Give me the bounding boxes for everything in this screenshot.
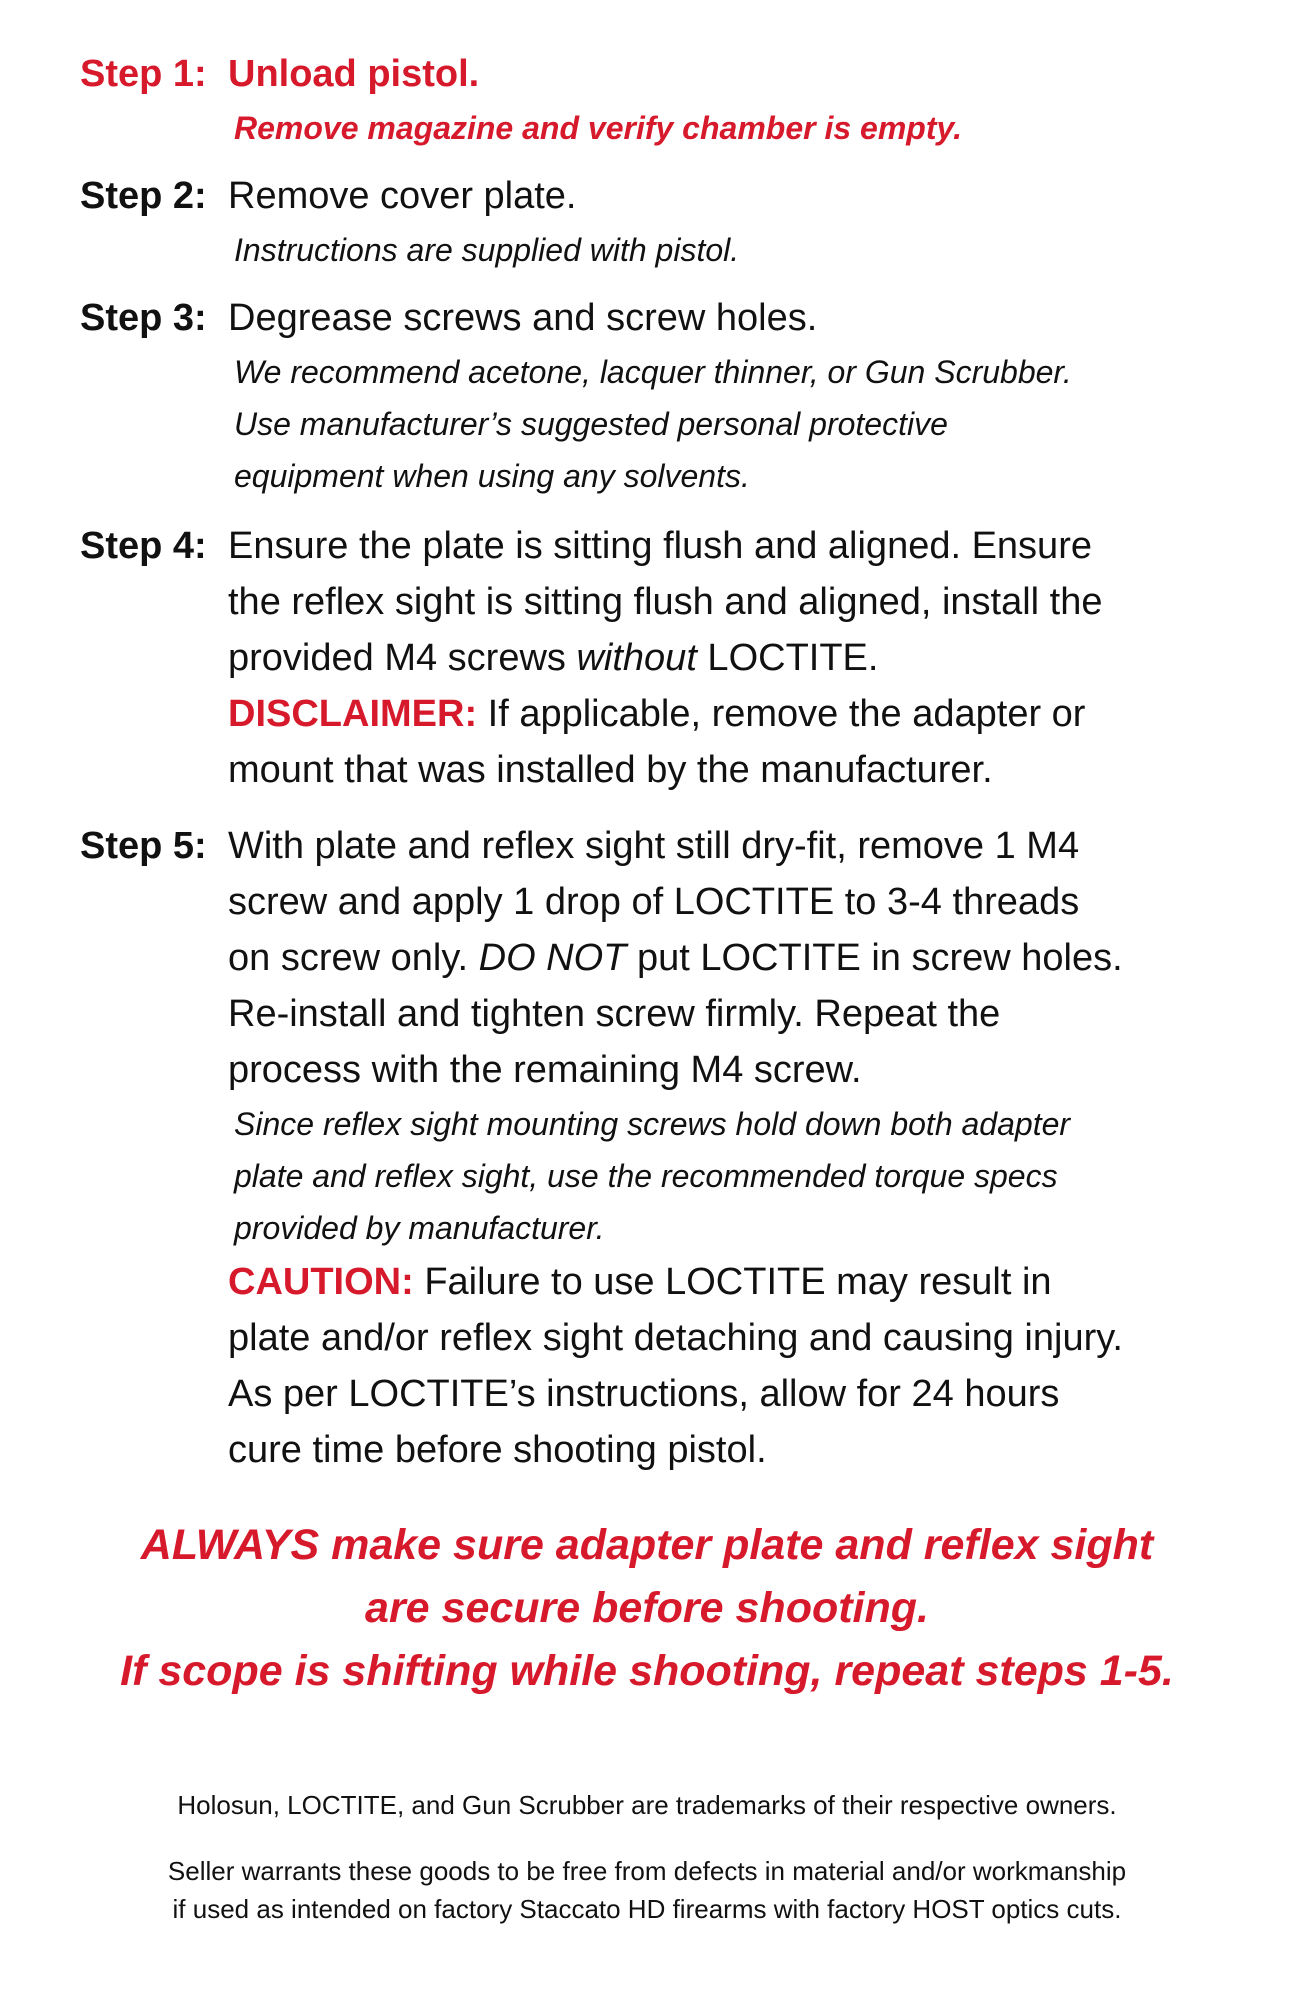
step-5-emphasis: DO NOT (478, 937, 627, 979)
warranty-line: if used as intended on factory Staccato HD firearms with factory HOST optics cuts. (172, 1894, 1122, 1924)
step-4-text: provided M4 screws (228, 637, 577, 679)
step-5-note-line: plate and reflex sight, use the recommended torque specs (234, 1158, 1058, 1194)
caution-label: CAUTION: (228, 1261, 414, 1303)
step-1 (80, 46, 1220, 154)
caution (228, 1254, 1220, 1310)
step-3-title: Degrease screws and screw holes. (228, 297, 818, 339)
trademark-notice: Holosun, LOCTITE, and Gun Scrubber are trademarks of their respective owners. (177, 1790, 1117, 1820)
step-5 (80, 818, 1220, 1478)
step-2-note: Instructions are supplied with pistol. (234, 232, 740, 268)
step-3-note-line: equipment when using any solvents. (234, 458, 750, 494)
step-5-text: put LOCTITE in screw holes. (626, 937, 1123, 979)
step-3-note-line: Use manufacturer’s suggested personal protective (234, 406, 948, 442)
step-1-note: Remove magazine and verify chamber is empty. (234, 110, 962, 146)
step-1-title: Unload pistol. (228, 53, 480, 95)
step-4-label: Step 4: (80, 525, 207, 567)
step-3-label: Step 3: (80, 297, 207, 339)
step-5-note-line: provided by manufacturer. (234, 1210, 605, 1246)
step-4 (80, 518, 1220, 798)
final-warning (0, 1514, 1294, 1703)
step-5-line: screw and apply 1 drop of LOCTITE to 3-4 threads (228, 881, 1080, 923)
final-warning-line: are secure before shooting. (365, 1584, 929, 1632)
caution-line: As per LOCTITE’s instructions, allow for 24 hours (228, 1373, 1060, 1415)
step-5-label: Step 5: (80, 825, 207, 867)
final-warning-line: ALWAYS make sure adapter plate and reflex sight (140, 1521, 1154, 1569)
step-4-line: Ensure the plate is sitting flush and aligned. Ensure (228, 525, 1092, 567)
step-4-emphasis: without (576, 637, 697, 679)
final-warning-line: If scope is shifting while shooting, repeat steps 1-5. (120, 1647, 1174, 1695)
step-2 (80, 168, 1220, 276)
step-4-line: the reflex sight is sitting flush and aligned, install the (228, 581, 1103, 623)
step-5-text: on screw only. (228, 937, 479, 979)
disclaimer-label: DISCLAIMER: (228, 693, 478, 735)
step-5-line (228, 930, 1220, 986)
step-2-title: Remove cover plate. (228, 175, 577, 217)
step-5-note-line: Since reflex sight mounting screws hold down both adapter (234, 1106, 1071, 1142)
caution-text: Failure to use LOCTITE may result in (413, 1261, 1052, 1303)
step-1-label: Step 1: (80, 53, 207, 95)
warranty-line: Seller warrants these goods to be free from defects in material and/or workmanship (167, 1856, 1127, 1886)
caution-line: plate and/or reflex sight detaching and causing injury. (228, 1317, 1123, 1359)
caution-line: cure time before shooting pistol. (228, 1429, 767, 1471)
step-3 (80, 290, 1220, 502)
step-5-line: Re-install and tighten screw firmly. Repeat the (228, 993, 1001, 1035)
warranty-notice (0, 1852, 1294, 1928)
step-5-line: process with the remaining M4 screw. (228, 1049, 862, 1091)
step-5-line: With plate and reflex sight still dry-fit, remove 1 M4 (228, 825, 1080, 867)
step-3-note-line: We recommend acetone, lacquer thinner, or Gun Scrubber. (234, 354, 1072, 390)
step-2-label: Step 2: (80, 175, 207, 217)
step-4-line (228, 630, 1220, 686)
disclaimer (228, 686, 1220, 742)
disclaimer-text: If applicable, remove the adapter or (477, 693, 1086, 735)
step-4-text: LOCTITE. (696, 637, 879, 679)
disclaimer-line: mount that was installed by the manufacturer. (228, 749, 993, 791)
